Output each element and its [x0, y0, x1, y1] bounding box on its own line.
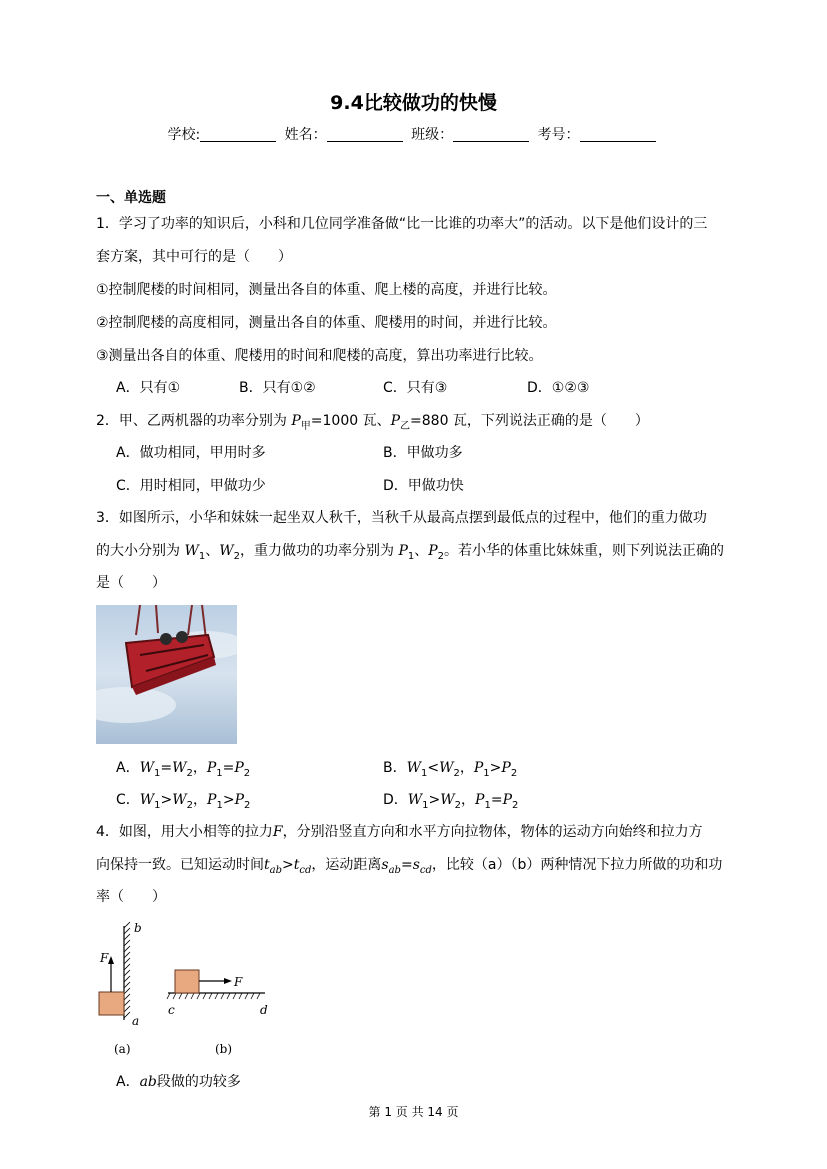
q2-stem — [96, 411, 649, 437]
q4-var-s2: s — [412, 857, 420, 873]
q3-option-b: B．$W_1<W_2$，$P_1>P_2$ — [383, 760, 518, 779]
label-d: d — [260, 1003, 268, 1017]
q4-sub-ab2: ab — [388, 864, 401, 876]
q3-a-s2: 2 — [186, 767, 193, 779]
q3-b-w: W — [406, 760, 421, 776]
q3-a-s1: 1 — [153, 767, 161, 779]
q1-option-b: B．只有①② — [239, 380, 316, 396]
school-label: 学校: — [167, 127, 201, 143]
q3-c-w2: W — [172, 792, 187, 808]
q3-option-c: C．$W_1>W_2$，$P_1>P_2$ — [116, 792, 251, 811]
label-a: a — [132, 1014, 140, 1028]
q3-c-w: W — [139, 792, 155, 808]
name-label: 姓名： — [284, 127, 327, 143]
q4-text-b: ，分别沿竖直方向和水平方向拉物体，物体的运动方向始终和拉力方 — [282, 824, 703, 840]
q3-var-p2: P — [428, 543, 438, 559]
q4-option-a — [116, 1072, 241, 1092]
q3-d-w: W — [407, 792, 423, 808]
q3-c-s1: 1 — [154, 799, 161, 811]
q3-line3: 是（ ） — [96, 575, 166, 591]
q2-sub-jia: 甲 — [300, 420, 311, 432]
q4-sub-ab: ab — [269, 864, 283, 876]
q3-text-c: 。若小华的体重比妹妹重，则下列说法正确的 — [444, 543, 725, 559]
q2-option-c: C．用时相同，甲做功少 — [116, 478, 266, 494]
class-label: 班级： — [411, 127, 454, 143]
q3-a-s4: 2 — [243, 767, 251, 779]
q3-d-w2: W — [440, 792, 455, 808]
q1-statement-2: ②控制爬楼的高度相同，测量出各自的体重、爬楼用的时间，并进行比较。 — [96, 315, 557, 331]
q3-b-p: P — [473, 760, 484, 776]
class-blank — [453, 127, 529, 142]
q3-c-s2: 2 — [186, 799, 194, 811]
q3-line2: 的大小分别为 $W_1$、$W_2$，重力做功的功率分别为 $P_1$、$P_2$。若小华的体重比妹妹重，则下列说法正确的 — [96, 543, 725, 562]
q4-sub-cd2: cd — [419, 864, 432, 876]
q3-line1: 3．如图所示，小华和妹妹一起坐双人秋千，当秋千从最高点摆到最低点的过程中，他们的重力做功 — [96, 510, 707, 526]
school-blank — [200, 127, 276, 142]
q4-sub-cd: cd — [299, 864, 312, 876]
name-blank — [327, 127, 403, 142]
q3-b-s1: 1 — [421, 767, 428, 779]
arrow-head-up — [108, 956, 114, 964]
q4-a-var: ab — [139, 1074, 157, 1090]
label-f-a: F — [100, 951, 109, 965]
q4-a-label: A． — [116, 1074, 140, 1090]
q3-d-s4: 2 — [512, 799, 519, 811]
q3-var-p1: P — [398, 543, 408, 559]
q3-sub-2: 2 — [233, 550, 240, 562]
q1-option-c: C．只有③ — [383, 380, 448, 396]
q3-c-p: P — [207, 792, 217, 808]
q4-a-text: 段做的功较多 — [156, 1074, 241, 1090]
floor-hatching — [167, 993, 260, 999]
q4-line1 — [96, 822, 703, 842]
q3-sub-p1: 1 — [407, 550, 415, 562]
q3-c-s4: 2 — [244, 799, 251, 811]
q3-d-label: D． — [383, 792, 408, 808]
q3-option-a: A．$W_1=W_2$，$P_1=P_2$ — [116, 760, 251, 779]
wall-hatching — [124, 922, 130, 1018]
q2-var-p2: P — [390, 413, 401, 429]
q3-a-s3: 1 — [216, 767, 223, 779]
exam-no-blank — [580, 127, 656, 142]
caption-a: (a) — [114, 1042, 131, 1056]
q3-c-s3: 1 — [216, 799, 223, 811]
label-f-b: F — [234, 975, 243, 989]
q4-text-d: ，运动距离 — [311, 857, 382, 873]
q4-line2: 向保持一致。已知运动时间$t_{ab}>t_{cd}$，运动距离$s_{ab}=s_{cd}$，比较（a）（b）两种情况下拉力所做的功和功 — [96, 857, 723, 876]
block-b — [175, 970, 199, 993]
q2-var-p: P — [291, 413, 301, 429]
q3-a-w: W — [139, 760, 154, 776]
q3-b-p2: P — [501, 760, 511, 776]
q2-sub-yi: 乙 — [400, 420, 411, 432]
q1-statement-3: ③测量出各自的体重、爬楼用的时间和爬楼的高度，算出功率进行比较。 — [96, 348, 543, 364]
q3-option-d: D．$W_1>W_2$，$P_1=P_2$ — [383, 792, 519, 811]
q2-option-a: A．做功相同，甲用时多 — [116, 445, 266, 461]
q1-line1: 1．学习了功率的知识后，小科和几位同学准备做“比一比谁的功率大”的活动。以下是他们设计的三 — [96, 216, 708, 232]
q4-text-c: 向保持一致。已知运动时间 — [96, 857, 264, 873]
q1-option-a: A．只有① — [116, 380, 181, 396]
q4-var-t2: t — [293, 857, 300, 873]
q3-c-label: C． — [116, 792, 140, 808]
q3-var-w2: W — [219, 543, 234, 559]
page-title: 9.4比较做功的快慢 — [330, 92, 497, 114]
q1-statement-1: ①控制爬楼的时间相同，测量出各自的体重、爬上楼的高度，并进行比较。 — [96, 282, 557, 298]
q3-a-p2: P — [234, 760, 244, 776]
label-c: c — [168, 1003, 175, 1017]
q3-a-label: A． — [116, 760, 140, 776]
q4-var-f: F — [272, 824, 283, 840]
q3-d-p: P — [475, 792, 485, 808]
q4-text-a: 4．如图，用大小相等的拉力 — [96, 824, 273, 840]
block-a — [99, 992, 124, 1015]
swing-photo — [96, 605, 237, 744]
q2-text-pre: 2．甲、乙两机器的功率分别为 — [96, 413, 287, 429]
q1-option-d: D．①②③ — [527, 380, 590, 396]
q4-line3: 率（ ） — [96, 889, 166, 905]
q4-var-s1: s — [381, 857, 389, 873]
q2-option-d: D．甲做功快 — [383, 478, 464, 494]
q3-b-s4: 2 — [510, 767, 518, 779]
q3-d-s3: 1 — [484, 799, 491, 811]
exam-no-label: 考号： — [537, 127, 580, 143]
q3-sub-1: 1 — [198, 550, 206, 562]
force-diagram — [90, 918, 280, 1063]
q3-c-p2: P — [234, 792, 244, 808]
q3-b-label: B． — [383, 760, 407, 776]
section-heading: 一、单选题 — [96, 190, 166, 206]
caption-b: (b) — [215, 1042, 233, 1056]
page-footer: 第 1 页 共 14 页 — [368, 1105, 459, 1119]
student-info-row — [0, 124, 827, 144]
q2-option-b: B．甲做功多 — [383, 445, 463, 461]
q4-var-t1: t — [264, 857, 270, 873]
q4-text-e: ，比较（a）（b）两种情况下拉力所做的功和功 — [431, 857, 723, 873]
q3-b-s3: 1 — [483, 767, 490, 779]
q3-b-w2: W — [439, 760, 454, 776]
q3-var-w1: W — [184, 543, 199, 559]
q2-text-post: =880 瓦，下列说法正确的是（ ） — [410, 413, 649, 429]
q3-d-s2: 2 — [454, 799, 462, 811]
q3-sub-p2: 2 — [437, 550, 445, 562]
q3-a-p: P — [206, 760, 217, 776]
q3-text-a: 的大小分别为 — [96, 543, 180, 559]
q2-text-mid: =1000 瓦、 — [310, 413, 391, 429]
q3-d-s1: 1 — [422, 799, 429, 811]
arrow-head-right — [224, 978, 232, 984]
q3-text-b: ，重力做功的功率分别为 — [239, 543, 394, 559]
q3-d-p2: P — [502, 792, 512, 808]
q3-a-w2: W — [172, 760, 187, 776]
label-b: b — [134, 921, 142, 935]
q1-line2: 套方案，其中可行的是（ ） — [96, 249, 292, 265]
q3-b-s2: 2 — [453, 767, 460, 779]
